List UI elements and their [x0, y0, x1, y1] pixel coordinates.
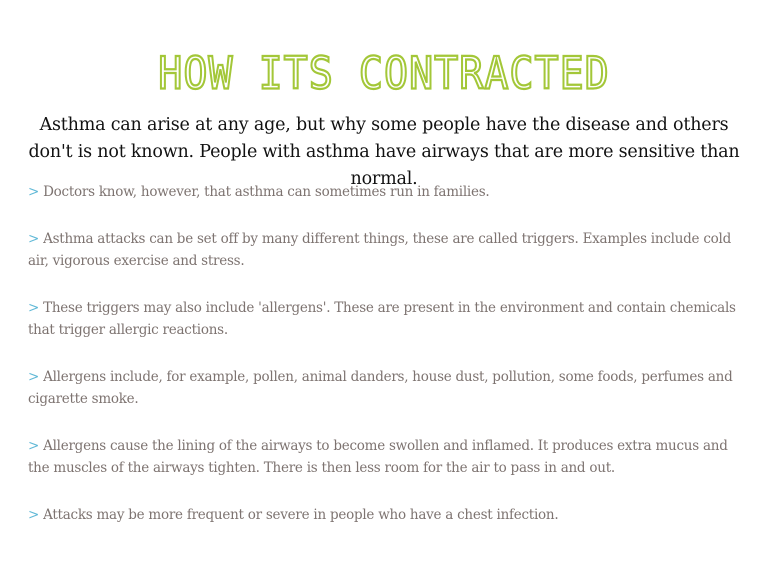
- bullet-marker: >: [28, 300, 40, 316]
- bullet-item: [28, 366, 740, 410]
- bullet-item: [28, 435, 740, 479]
- bullet-marker: >: [28, 369, 40, 385]
- bullet-item: [28, 504, 740, 526]
- bullet-item: [28, 181, 740, 203]
- bullet-marker: >: [28, 184, 40, 200]
- bullet-text: Allergens cause the lining of the airways to become swollen and inflamed. It produces extra mucus and the muscles of the airways tighten. There is then less room for the air to pass in and out.: [28, 438, 728, 476]
- bullet-marker: >: [28, 231, 40, 247]
- bullet-item: [28, 297, 740, 341]
- slide-title: HOW ITS CONTRACTED: [158, 48, 610, 100]
- bullet-list: [28, 181, 740, 551]
- bullet-item: [28, 228, 740, 272]
- bullet-text: Asthma attacks can be set off by many different things, these are called triggers. Examples include cold air, vigorous exercise and stress.: [28, 231, 731, 269]
- bullet-marker: >: [28, 438, 40, 454]
- intro-paragraph: Asthma can arise at any age, but why some people have the disease and others don't is not known. People with asthma have airways that are more sensitive than normal.: [28, 115, 740, 189]
- bullet-text: Attacks may be more frequent or severe in people who have a chest infection.: [43, 507, 559, 523]
- bullet-marker: >: [28, 507, 40, 523]
- bullet-text: These triggers may also include 'allergens'. These are present in the environment and contain chemicals that trigger allergic reactions.: [28, 300, 736, 338]
- bullet-text: Allergens include, for example, pollen, animal danders, house dust, pollution, some foods, perfumes and cigarette smoke.: [28, 369, 733, 407]
- bullet-text: Doctors know, however, that asthma can sometimes run in families.: [43, 184, 490, 200]
